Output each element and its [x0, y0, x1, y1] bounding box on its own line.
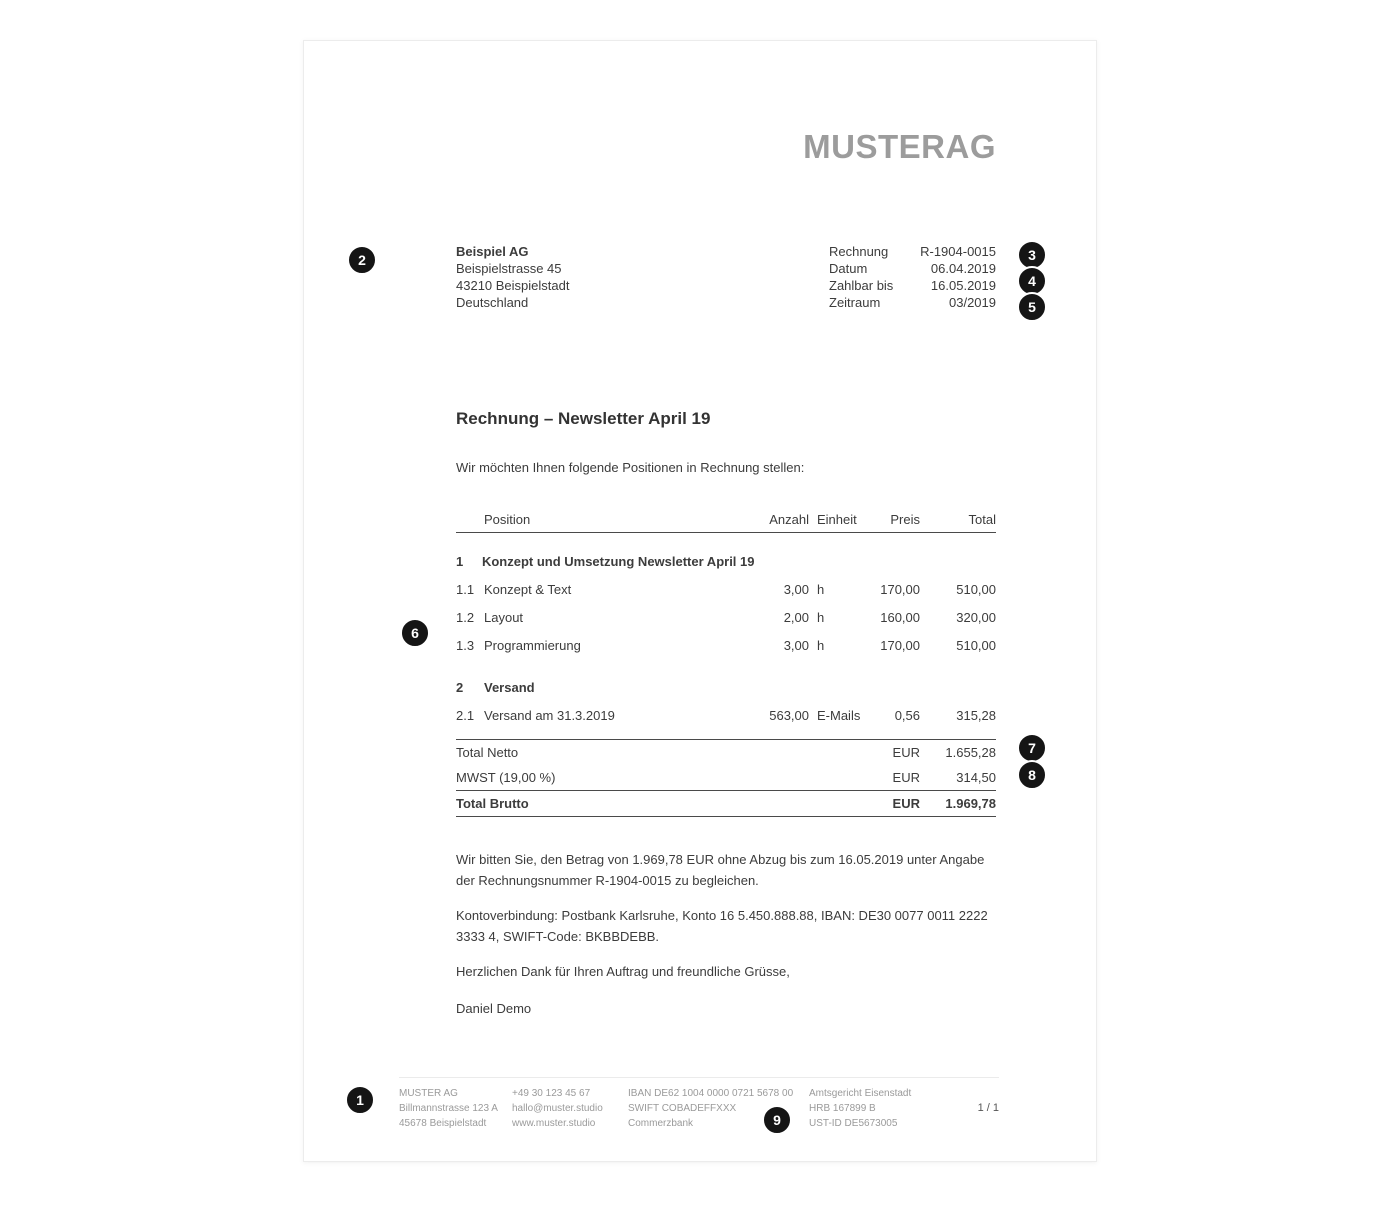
- cell-position-number: 1.1: [456, 581, 475, 597]
- recipient-country: Deutschland: [456, 295, 529, 310]
- total-netto-row: [456, 740, 996, 765]
- cell-einheit: h: [817, 581, 825, 597]
- annotation-badge-8: 8: [1017, 760, 1047, 790]
- signature-name: Daniel Demo: [456, 1001, 532, 1016]
- meta-row-date: [829, 260, 996, 277]
- cell-anzahl: 2,00: [783, 609, 809, 625]
- footer-contact-column: [512, 1086, 628, 1131]
- cell-position-number: 1.3: [456, 637, 475, 653]
- footer-bank-name: Commerzbank: [628, 1118, 694, 1129]
- footer-iban: IBAN DE62 1004 0000 0721 5678 00: [628, 1088, 794, 1099]
- cell-preis: 0,56: [894, 707, 920, 723]
- cell-preis: 170,00: [880, 637, 920, 653]
- cell-anzahl: 3,00: [783, 581, 809, 597]
- footer-company-name: MUSTER AG: [399, 1088, 458, 1099]
- meta-label: Zahlbar bis: [829, 278, 894, 293]
- footer-swift: SWIFT COBADEFFXXX: [628, 1103, 737, 1114]
- mwst-label: MWST (19,00 %): [456, 770, 556, 785]
- invoice-content: [304, 129, 1096, 1019]
- table-row: [456, 631, 996, 659]
- cell-position-number: 2.1: [456, 707, 475, 723]
- header-anzahl: Anzahl: [769, 512, 809, 527]
- recipient-address: [456, 243, 569, 311]
- annotation-badge-4: 4: [1017, 266, 1047, 296]
- cell-description: Programmierung: [484, 637, 581, 653]
- invoice-title: Rechnung – Newsletter April 19: [456, 409, 711, 428]
- header-spacer: [456, 511, 484, 528]
- mwst-value: 314,50: [956, 770, 996, 785]
- page-number: 1 / 1: [977, 1102, 999, 1114]
- total-netto-value: 1.655,28: [945, 745, 996, 760]
- footer-legal-column: [809, 1086, 939, 1131]
- total-brutto-value: 1.969,78: [945, 796, 996, 811]
- footer-website: www.muster.studio: [512, 1118, 596, 1129]
- cell-einheit: h: [817, 609, 825, 625]
- cell-total: 510,00: [956, 581, 996, 597]
- table-row: [456, 575, 996, 603]
- recipient-name: Beispiel AG: [456, 244, 529, 259]
- header-preis: Preis: [890, 512, 920, 527]
- cell-preis: 170,00: [880, 581, 920, 597]
- table-row-group: [456, 673, 996, 701]
- cell-description: Versand am 31.3.2019: [484, 707, 615, 723]
- footer-court: Amtsgericht Eisenstadt: [809, 1088, 912, 1099]
- meta-row-invoice-number: [829, 243, 996, 260]
- meta-row-period: [829, 294, 996, 311]
- recipient-city: 43210 Beispielstadt: [456, 278, 570, 293]
- cell-position-number: 1.2: [456, 609, 475, 625]
- invoice-page: [303, 40, 1097, 1162]
- cell-description: Konzept und Umsetzung Newsletter April 19: [481, 553, 755, 569]
- line-items-table: [456, 511, 996, 817]
- meta-label: Rechnung: [829, 244, 889, 259]
- annotation-badge-1: 1: [345, 1085, 375, 1115]
- footer-company-column: [399, 1086, 512, 1131]
- payment-terms-paragraph: Wir bitten Sie, den Betrag von 1.969,78 EUR ohne Abzug bis zum 16.05.2019 unter Angabe der Rechnungsnummer R-1904-0015 zu begleichen.: [456, 852, 985, 888]
- cell-position-number: 2: [456, 679, 464, 695]
- cell-preis: 160,00: [880, 609, 920, 625]
- cell-einheit: h: [817, 637, 825, 653]
- intro-text: Wir möchten Ihnen folgende Positionen in Rechnung stellen:: [456, 460, 805, 475]
- annotation-badge-6: 6: [400, 618, 430, 648]
- cell-description: Versand: [484, 679, 535, 695]
- cell-description: Konzept & Text: [484, 581, 572, 597]
- table-header: [456, 511, 996, 533]
- table-row: [456, 701, 996, 729]
- cell-total: 320,00: [956, 609, 996, 625]
- address-meta-row: [456, 243, 996, 311]
- header-position: Position: [484, 512, 531, 527]
- footer-email: hallo@muster.studio: [512, 1103, 603, 1114]
- meta-value: 06.04.2019: [930, 261, 996, 276]
- footer-phone: +49 30 123 45 67: [512, 1088, 591, 1099]
- annotation-badge-5: 5: [1017, 292, 1047, 322]
- totals-section: [456, 739, 996, 817]
- mwst-row: [456, 765, 996, 790]
- total-brutto-currency: EUR: [892, 796, 920, 811]
- header-einheit: Einheit: [817, 512, 857, 527]
- cell-description: Layout: [484, 609, 524, 625]
- recipient-street: Beispielstrasse 45: [456, 261, 562, 276]
- annotation-badge-7: 7: [1017, 733, 1047, 763]
- cell-einheit: E-Mails: [817, 707, 861, 723]
- total-brutto-row: [456, 790, 996, 817]
- footer-company-city: 45678 Beispielstadt: [399, 1118, 487, 1129]
- table-row: [456, 603, 996, 631]
- meta-value: R-1904-0015: [920, 244, 996, 259]
- invoice-footer: [399, 1077, 999, 1131]
- invoice-meta: [829, 243, 996, 311]
- annotation-badge-3: 3: [1017, 240, 1047, 270]
- meta-row-due-date: [829, 277, 996, 294]
- company-logo: MUSTERAG: [803, 128, 996, 165]
- table-row-group: [456, 547, 996, 575]
- thanks-paragraph: Herzlichen Dank für Ihren Auftrag und freundliche Grüsse,: [456, 964, 790, 979]
- total-netto-currency: EUR: [892, 745, 920, 760]
- cell-total: 510,00: [956, 637, 996, 653]
- cell-anzahl: 563,00: [769, 707, 809, 723]
- footer-company-street: Billmannstrasse 123 A: [399, 1103, 498, 1114]
- bank-details-paragraph: Kontoverbindung: Postbank Karlsruhe, Konto 16 5.450.888.88, IBAN: DE30 0077 0011 2222 3333 4, SWIFT-Code: BKBBDEBB.: [456, 908, 988, 944]
- meta-label: Zeitraum: [829, 295, 881, 310]
- cell-position-number: 1: [456, 553, 464, 569]
- meta-value: 16.05.2019: [930, 278, 996, 293]
- annotation-badge-9: 9: [762, 1105, 792, 1135]
- meta-value: 03/2019: [949, 295, 996, 310]
- total-netto-label: Total Netto: [456, 745, 519, 760]
- annotation-badge-2: 2: [347, 245, 377, 275]
- mwst-currency: EUR: [892, 770, 920, 785]
- total-brutto-label: Total Brutto: [456, 796, 529, 811]
- footer-hrb: HRB 167899 B: [809, 1103, 876, 1114]
- meta-label: Datum: [829, 261, 868, 276]
- footer-ustid: UST-ID DE5673005: [809, 1118, 898, 1129]
- cell-anzahl: 3,00: [783, 637, 809, 653]
- header-total: Total: [968, 512, 996, 527]
- cell-total: 315,28: [956, 707, 996, 723]
